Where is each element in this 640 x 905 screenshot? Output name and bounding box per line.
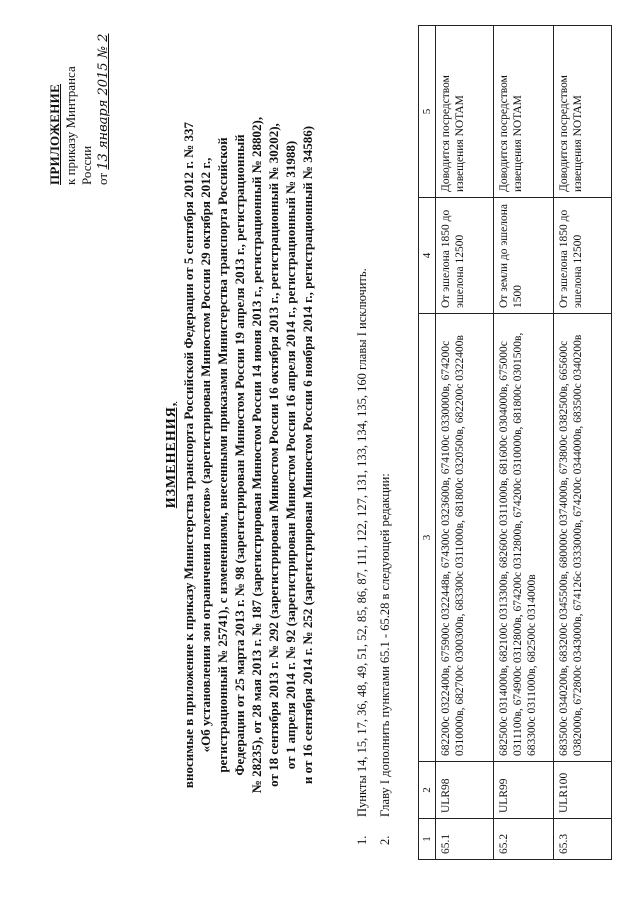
- title-line: регистрационный № 25741), с изменениями, внесенными приказами Министерства транспорта Российской: [215, 137, 230, 773]
- appendix-heading: ПРИЛОЖЕНИЕ: [47, 83, 62, 185]
- item-number: 2.: [378, 835, 392, 845]
- zone-altitude: От эшелона 1850 до эшелона 12500: [554, 198, 612, 314]
- table-header-cell: 2: [419, 762, 436, 819]
- item-text: Главу I дополнить пунктами 65.1 - 65.28 в следующей редакции:: [378, 473, 392, 817]
- zone-code: ULR100: [554, 762, 612, 819]
- row-number: 65.3: [554, 819, 612, 860]
- row-number: 65.1: [436, 819, 494, 860]
- zone-altitude: От земли до эшелона 1500: [494, 198, 554, 314]
- restriction-zones-table: [418, 25, 612, 860]
- zone-altitude: От эшелона 1850 до эшелона 12500: [436, 198, 494, 314]
- appendix-date-prefix: от: [95, 172, 110, 185]
- table-header-cell: 1: [419, 819, 436, 860]
- table-header-row: [419, 26, 436, 860]
- row-number: 65.2: [494, 819, 554, 860]
- table-row: [494, 26, 554, 860]
- approval-block: [47, 25, 112, 185]
- title-line: Федерации от 25 марта 2013 г. № 98 (зарегистрирован Минюстом России 19 апреля 2013 г., регистрационный: [232, 134, 247, 776]
- handwritten-date: 13 января 2015 № 2: [96, 33, 111, 170]
- title-line: от 1 апреля 2014 г. № 92 (зарегистрирован Минюстом России 16 апреля 2014 г., регистрационный № 31988): [283, 140, 298, 770]
- title-heading: ИЗМЕНЕНИЯ,: [164, 401, 179, 509]
- list-item: [355, 268, 370, 845]
- title-line: № 28235), от 28 мая 2013 г. № 187 (зарегистрирован Минюстом России 14 июня 2013 г., регистрационный № 28802),: [249, 116, 264, 794]
- appendix-order-line: к приказу Минтранса России: [63, 66, 94, 185]
- table-header-cell: 4: [419, 198, 436, 314]
- zone-code: ULR99: [494, 762, 554, 819]
- title-line: от 18 сентября 2013 г. № 292 (зарегистрирован Минюстом России 16 октября 2013 г., регистрационный № 30202),: [266, 123, 281, 787]
- item-text: Пункты 14, 15, 17, 36, 48, 49, 51, 52, 85, 86, 87, 111, 122, 127, 131, 133, 134, 135, 160 главы I исключить.: [355, 268, 369, 817]
- zone-coordinates: 682500с 0314000в, 682100с 0313300в, 682600с 0311000в, 681600с 0304000в, 675000с 0311100в, 674900с 0312800в, 674200с 0312800в, 674200с 0310000в, 681800с 0301500в, 683300с 0311000в, 682500с 0314000в: [494, 314, 554, 762]
- table-header-cell: 5: [419, 26, 436, 198]
- zone-coordinates: 683500с 0340200в, 683200с 0345500в, 680000с 0374000в, 673800с 0382500в, 665600с 0382000в, 672800с 0343000в, 674126с 0333000в, 674200с 0344000в, 683500с 0340200в: [554, 314, 612, 762]
- appendix-date-line: [95, 25, 112, 185]
- rotated-content: [35, 25, 615, 885]
- title-line: «Об установлении зон ограничения полетов» (зарегистрирован Минюстом России 29 октября 2012 г.,: [198, 157, 213, 753]
- zone-code: ULR98: [436, 762, 494, 819]
- zone-notice: Доводится посредством извещения NOTAM: [436, 26, 494, 198]
- list-item: [378, 473, 393, 845]
- zone-notice: Доводится посредством извещения NOTAM: [554, 26, 612, 198]
- document-title: [163, 25, 316, 885]
- title-line: вносимые в приложение к приказу Министерства транспорта Российской Федерации от 5 сентября 2012 г. № 337: [181, 121, 196, 789]
- table-row: [436, 26, 494, 860]
- table-header-cell: 3: [419, 314, 436, 762]
- table-row: [554, 26, 612, 860]
- zone-notice: Доводится посредством извещения NOTAM: [494, 26, 554, 198]
- zone-coordinates: 682200с 0322400в, 675900с 0322448в, 674300с 0323600в, 674100с 0330000в, 674200с 0310000в, 682700с 0300300в, 683300с 0311000в, 681800с 0320500в, 682200с 0322400в: [436, 314, 494, 762]
- item-number: 1.: [355, 835, 369, 845]
- title-line: и от 16 сентября 2014 г. № 252 (зарегистрирован Минюстом России 6 ноября 2014 г., регистрационный № 34586): [300, 125, 315, 785]
